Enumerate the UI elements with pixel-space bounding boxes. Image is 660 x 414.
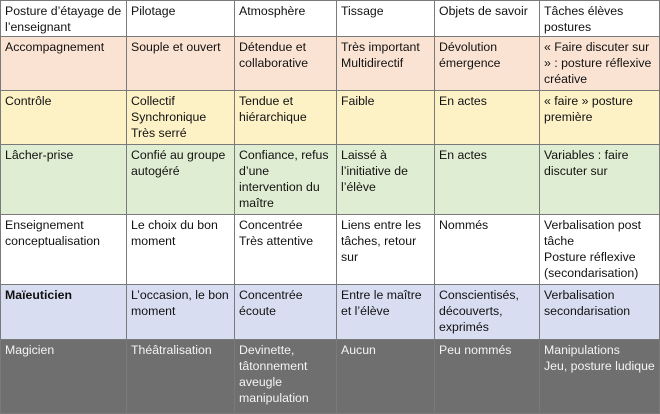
header-label: Posture d’étayage de l’enseignant	[5, 4, 122, 34]
cell-text: Laissé à l’initiative de l’élève	[341, 148, 408, 194]
table-cell	[337, 285, 435, 340]
cell-text: En actes	[439, 148, 487, 162]
cell-text: Peu nommés	[439, 343, 512, 357]
table-cell	[435, 215, 540, 285]
table-cell	[1, 215, 127, 285]
cell-text: Souple et ouvert	[131, 40, 221, 54]
cell-text: Tendue et hiérarchique	[239, 94, 307, 124]
cell-text: Devinette, tâtonnement aveugle manipulation	[239, 343, 309, 405]
table-cell	[540, 340, 660, 414]
table-cell	[1, 145, 127, 215]
header-row	[1, 1, 660, 37]
table-cell	[435, 145, 540, 215]
cell-text: Concentrée Très attentive	[239, 218, 314, 248]
table-cell	[127, 37, 235, 91]
table-cell	[1, 285, 127, 340]
header-cell-tissage	[337, 1, 435, 37]
table-cell	[540, 37, 660, 91]
cell-text: « faire » posture première	[544, 94, 633, 124]
cell-text: Confié au groupe autogéré	[131, 148, 226, 178]
cell-text: Nommés	[439, 218, 489, 232]
row-label: Contrôle	[5, 94, 52, 108]
table-cell	[337, 37, 435, 91]
table-cell	[540, 145, 660, 215]
header-cell-taches-eleves	[540, 1, 660, 37]
table-row	[1, 145, 660, 215]
cell-text: L’occasion, le bon moment	[131, 288, 229, 318]
table-cell	[1, 91, 127, 145]
table-cell	[337, 91, 435, 145]
table-cell	[235, 145, 337, 215]
table-cell	[337, 340, 435, 414]
table-cell	[127, 145, 235, 215]
header-cell-atmosphere	[235, 1, 337, 37]
table-row	[1, 215, 660, 285]
row-label: Lâcher-prise	[5, 148, 74, 162]
cell-text: Dévolution émergence	[439, 40, 501, 70]
table-cell	[540, 215, 660, 285]
table-cell	[127, 340, 235, 414]
header-label: Atmosphère	[239, 4, 306, 18]
cell-text: Manipulations Jeu, posture ludique	[544, 343, 655, 373]
table-cell	[235, 37, 337, 91]
cell-text: Théâtralisation	[131, 343, 212, 357]
cell-text: Verbalisation post tâche Posture réflexive (secondarisation)	[544, 218, 642, 280]
header-cell-pilotage	[127, 1, 235, 37]
table-cell	[435, 91, 540, 145]
cell-text: Conscientisés, découverts, exprimés	[439, 288, 519, 334]
cell-text: Concentrée écoute	[239, 288, 303, 318]
table-cell	[435, 340, 540, 414]
header-label: Tissage	[341, 4, 384, 18]
table-cell	[235, 285, 337, 340]
cell-text: « Faire discuter sur » : posture réflexive créative	[544, 40, 652, 86]
table-cell	[337, 215, 435, 285]
table-row	[1, 285, 660, 340]
table-cell	[127, 285, 235, 340]
table-cell	[235, 91, 337, 145]
table-cell	[540, 285, 660, 340]
cell-text: En actes	[439, 94, 487, 108]
cell-text: Faible	[341, 94, 375, 108]
cell-text: Très important Multidirectif	[341, 40, 420, 70]
header-label: Objets de savoir	[439, 4, 528, 18]
table-row	[1, 37, 660, 91]
row-label: Enseignement conceptualisation	[5, 218, 101, 248]
table-cell	[1, 340, 127, 414]
table-row	[1, 340, 660, 414]
cell-text: Collectif Synchronique Très serré	[131, 94, 207, 140]
table-cell	[235, 215, 337, 285]
table-cell	[127, 215, 235, 285]
table-row	[1, 91, 660, 145]
table-cell	[435, 37, 540, 91]
table-cell	[1, 37, 127, 91]
table-cell	[435, 285, 540, 340]
row-label: Accompagnement	[5, 40, 105, 54]
cell-text: Détendue et collaborative	[239, 40, 309, 70]
table-cell	[127, 91, 235, 145]
cell-text: Aucun	[341, 343, 376, 357]
header-label: Tâches élèves postures	[544, 4, 624, 34]
cell-text: Confiance, refus d’une intervention du maître	[239, 148, 329, 210]
header-cell-posture	[1, 1, 127, 37]
table-cell	[540, 91, 660, 145]
cell-text: Le choix du bon moment	[131, 218, 218, 248]
cell-text: Variables : faire discuter sur	[544, 148, 629, 178]
table-cell	[235, 340, 337, 414]
cell-text: Verbalisation secondarisation	[544, 288, 631, 318]
row-label: Magicien	[5, 343, 55, 357]
cell-text: Entre le maître et l’élève	[341, 288, 422, 318]
row-label: Maïeuticien	[5, 288, 72, 302]
cell-text: Liens entre les tâches, retour sur	[341, 218, 421, 264]
header-cell-objets-de-savoir	[435, 1, 540, 37]
header-label: Pilotage	[131, 4, 176, 18]
table-cell	[337, 145, 435, 215]
